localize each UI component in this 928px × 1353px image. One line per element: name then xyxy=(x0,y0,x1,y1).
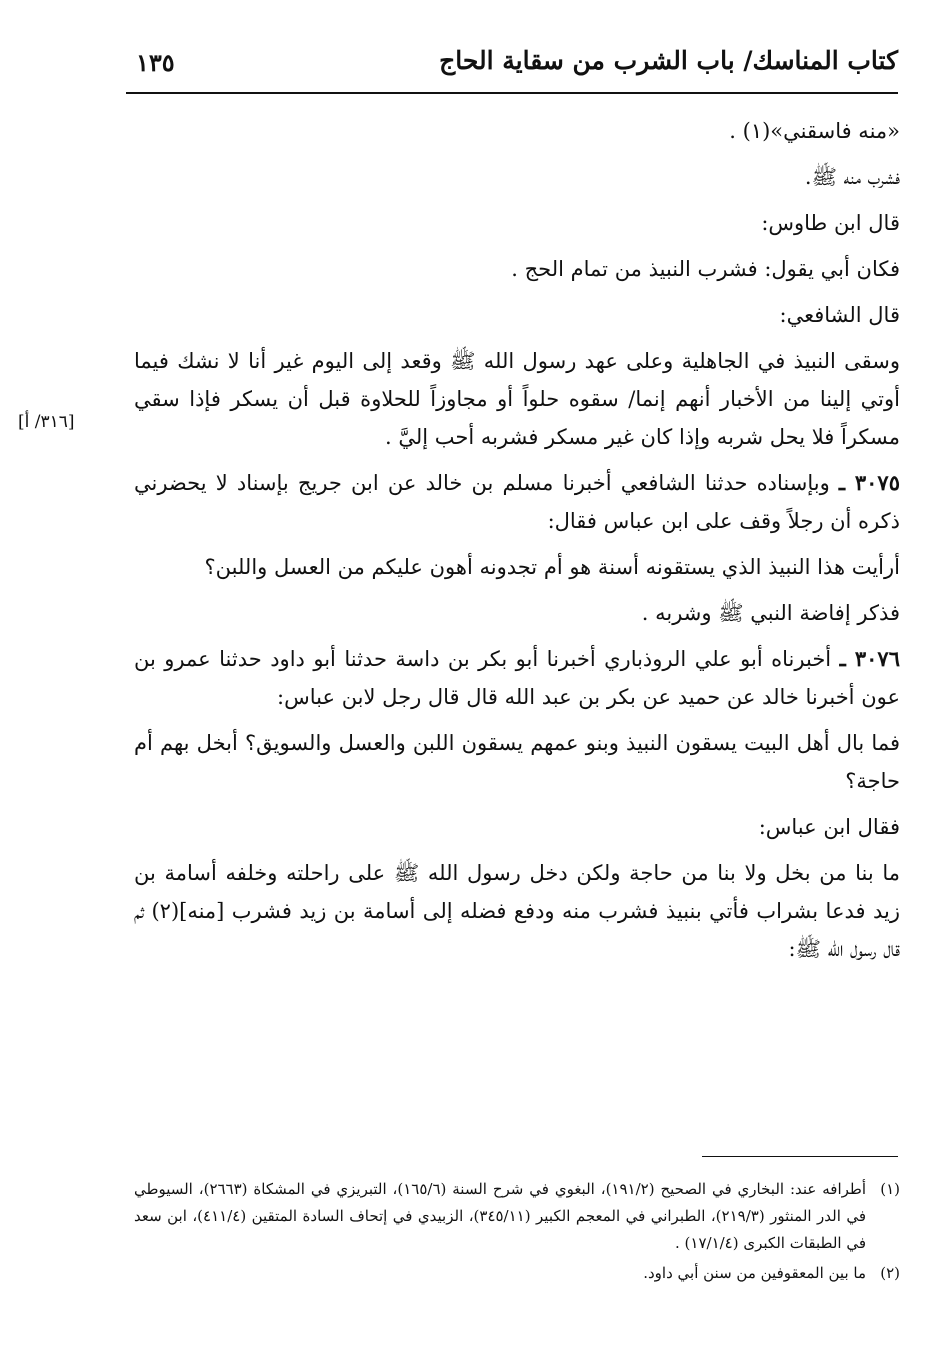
paragraph xyxy=(134,158,900,196)
paragraph-text: فشرب منه ﷺ. xyxy=(804,165,900,189)
paragraph-text: وبإسناده حدثنا الشافعي أخبرنا مسلم بن خالد عن ابن جريج بإسناد لا يحضرني ذكره أن رجلاً وقف على ابن عباس فقال: xyxy=(134,471,900,533)
paragraph xyxy=(134,112,900,150)
paragraph-text: فما بال أهل البيت يسقون النبيذ وبنو عمهم يسقون اللبن والعسل والسويق؟ أبخل بهم أم حاجة؟ xyxy=(134,731,900,793)
hadith-paragraph xyxy=(134,640,900,716)
footnotes xyxy=(134,1176,900,1290)
hadith-number: ٣٠٧٦ ـ xyxy=(839,646,900,671)
paragraph-text: فكان أبي يقول: فشرب النبيذ من تمام الحج . xyxy=(511,257,900,281)
footnote-mark: (٢) xyxy=(880,1264,900,1282)
footnote-text: أطرافه عند: البخاري في الصحيح (١٩١/٢)، البغوي في شرح السنة (١٦٥/٦)، التبريزي في المشكاة (٢٦٦٣)، السيوطي في الدر المنثور (٢١٩/٣)، الطبراني في المعجم الكبير (٣٤٥/١١)، الزبيدي في إتحاف السادة المتقين (٤١١/٤)، ابن سعد في الطبقات الكبرى (١٧/١/٤) . xyxy=(134,1180,867,1252)
footnote xyxy=(134,1260,900,1287)
footnote-mark: (١) xyxy=(880,1180,901,1198)
paragraph-text: فذكر إفاضة النبي ﷺ وشربه . xyxy=(641,601,900,625)
page-number: ١٣٥ xyxy=(136,48,175,77)
paragraph xyxy=(134,250,900,288)
paragraph xyxy=(134,342,900,456)
footnote-rule xyxy=(702,1156,898,1157)
footnote-text: ما بين المعقوفين من سنن أبي داود. xyxy=(643,1264,866,1282)
paragraph xyxy=(134,854,900,968)
paragraph xyxy=(134,548,900,586)
margin-note: [٣١٦/ أ] xyxy=(18,412,75,432)
running-title: كتاب المناسك/ باب الشرب من سقاية الحاج xyxy=(439,46,898,75)
paragraph xyxy=(134,204,900,242)
hadith-number: ٣٠٧٥ ـ xyxy=(838,470,900,495)
main-text xyxy=(134,112,900,976)
paragraph-text: أرأيت هذا النبيذ الذي يستقونه أسنة هو أم تجدونه أهون عليكم من العسل واللبن؟ xyxy=(204,555,900,579)
footnote xyxy=(134,1176,900,1257)
paragraph-text: فقال ابن عباس: xyxy=(758,815,900,839)
paragraph-text: وسقى النبيذ في الجاهلية وعلى عهد رسول الله ﷺ وقعد إلى اليوم غير أنا لا نشك فيما أوتي إلينا من الأخبار أنهم إنما/ سقوه حلواً أو مجاوزاً للحلاوة قبل أن يسكر فإذا سقي مسكراً فلا يحل شربه وإذا كان غير مسكر فشربه أحب إليَّ . xyxy=(134,349,900,449)
paragraph-text: قال ابن طاوس: xyxy=(761,211,900,235)
paragraph xyxy=(134,594,900,632)
paragraph-text: قال الشافعي: xyxy=(779,303,900,327)
hadith-paragraph xyxy=(134,464,900,540)
paragraph-text: أخبرناه أبو علي الروذباري أخبرنا أبو بكر بن داسة حدثنا أبو داود حدثنا عمرو بن عون أخبرنا خالد عن حميد عن بكر بن عبد الله قال قال رجل لابن عباس: xyxy=(134,647,900,709)
paragraph xyxy=(134,808,900,846)
header-rule xyxy=(126,92,898,94)
page-header xyxy=(126,42,898,90)
paragraph-text: «منه فاسقني»(١) . xyxy=(729,119,900,143)
paragraph xyxy=(134,296,900,334)
paragraph-text: ما بنا من بخل ولا بنا من حاجة ولكن دخل رسول الله ﷺ على راحلته وخلفه أسامة بن زيد فدعا بشراب فأتي بنبيذ فشرب منه ودفع فضله إلى أسامة بن زيد فشرب [منه](٢) ثم قال رسول الله ﷺ: xyxy=(134,861,900,961)
paragraph xyxy=(134,724,900,800)
